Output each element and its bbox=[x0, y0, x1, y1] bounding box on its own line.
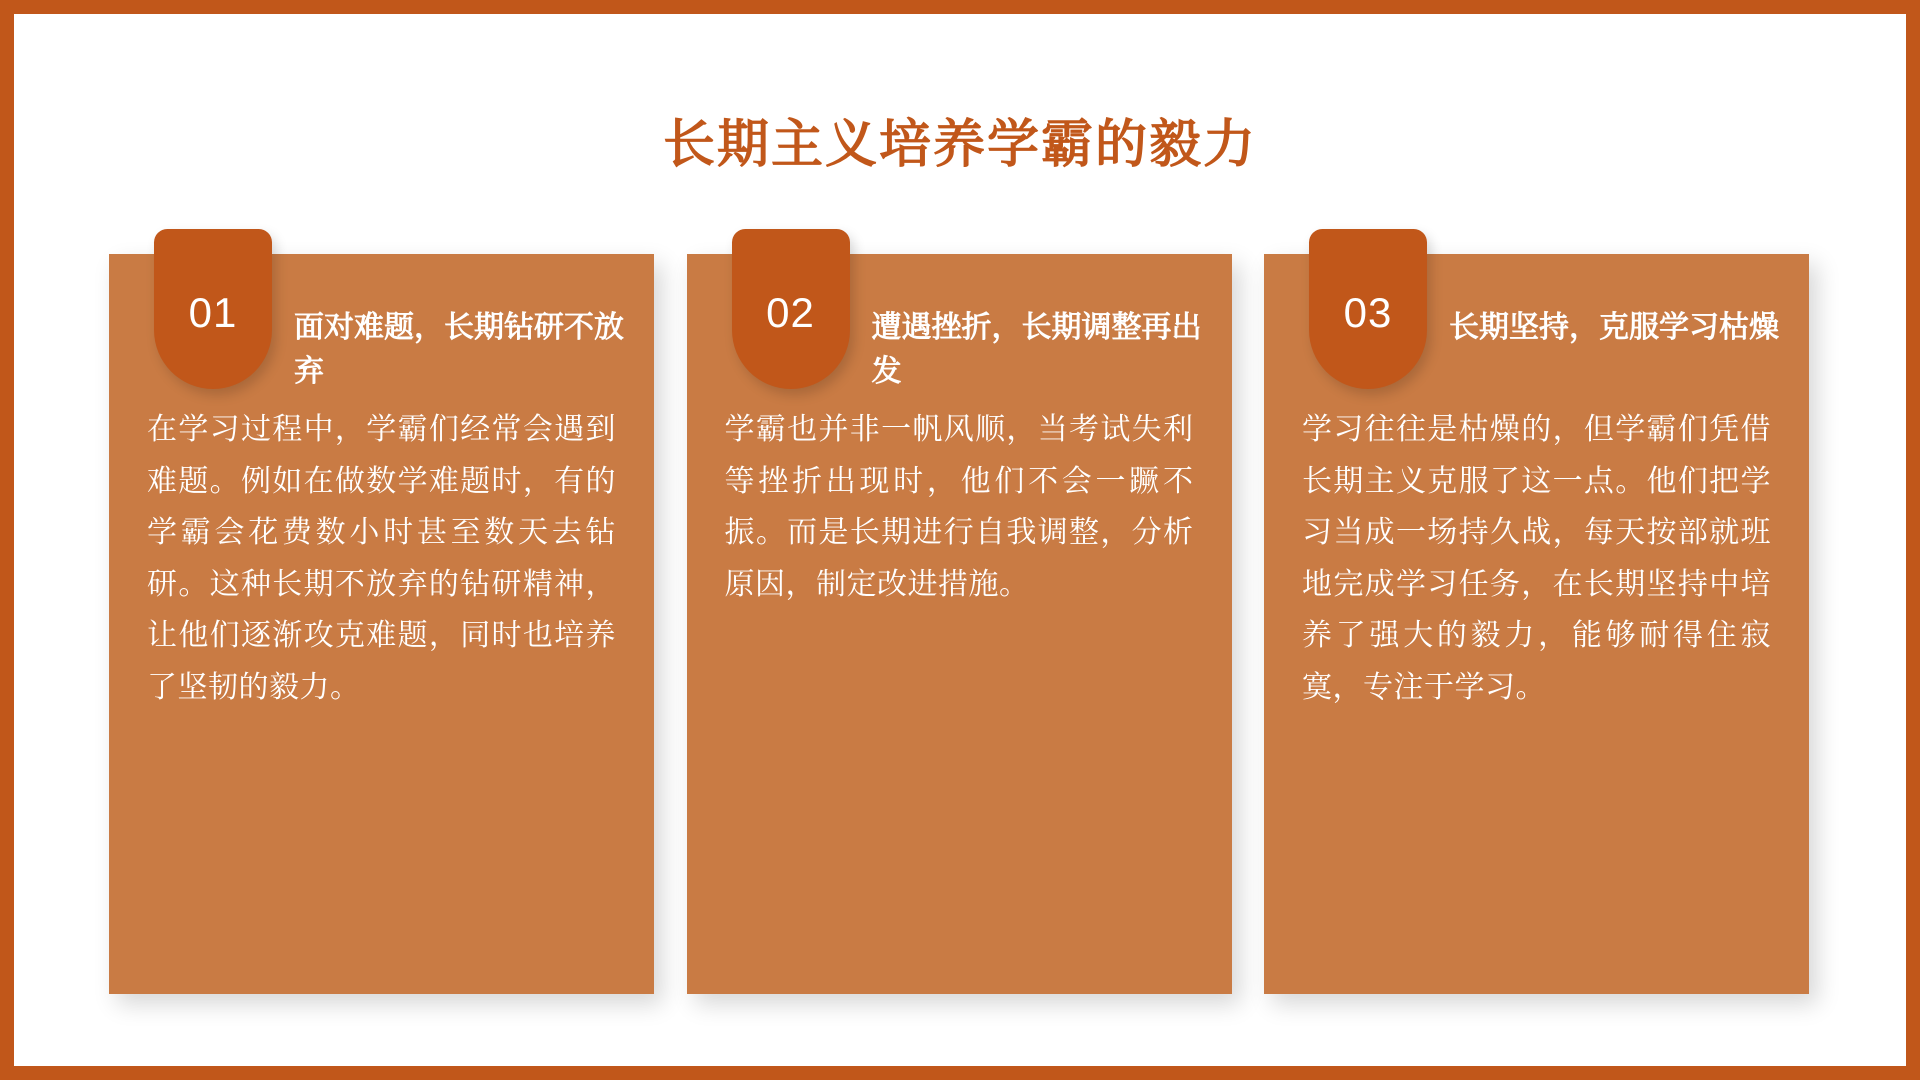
card-02 bbox=[687, 254, 1232, 994]
card-heading-01: 面对难题，长期钻研不放弃 bbox=[294, 311, 624, 388]
card-badge-02 bbox=[732, 229, 850, 389]
card-heading-03: 长期坚持，克服学习枯燥 bbox=[1449, 311, 1779, 344]
slide-content-area bbox=[14, 14, 1906, 1066]
card-03 bbox=[1264, 254, 1809, 994]
card-number-01: 01 bbox=[188, 289, 238, 336]
card-body-02: 学霸也并非一帆风顺，当考试失利等挫折出现时，他们不会一蹶不振。而是长期进行自我调整，分析原因，制定改进措施。 bbox=[724, 413, 1194, 601]
card-body-01: 在学习过程中，学霸们经常会遇到难题。例如在做数学难题时，有的学霸会花费数小时甚至数天去钻研。这种长期不放弃的钻研精神，让他们逐渐攻克难题，同时也培养了坚韧的毅力。 bbox=[147, 413, 616, 704]
card-number-02: 02 bbox=[766, 289, 815, 336]
card-badge-03 bbox=[1309, 229, 1427, 389]
card-01 bbox=[109, 254, 654, 994]
cards-container bbox=[109, 254, 1809, 994]
card-number-03: 03 bbox=[1343, 289, 1393, 336]
page-title: 长期主义培养学霸的毅力 bbox=[662, 116, 1257, 174]
card-heading-02: 遭遇挫折，长期调整再出发 bbox=[871, 311, 1202, 388]
card-badge-01 bbox=[154, 229, 272, 389]
card-body-03: 学习往往是枯燥的，但学霸们凭借长期主义克服了这一点。他们把学习当成一场持久战，每天按部就班地完成学习任务，在长期坚持中培养了强大的毅力，能够耐得住寂寞，专注于学习。 bbox=[1302, 413, 1771, 704]
